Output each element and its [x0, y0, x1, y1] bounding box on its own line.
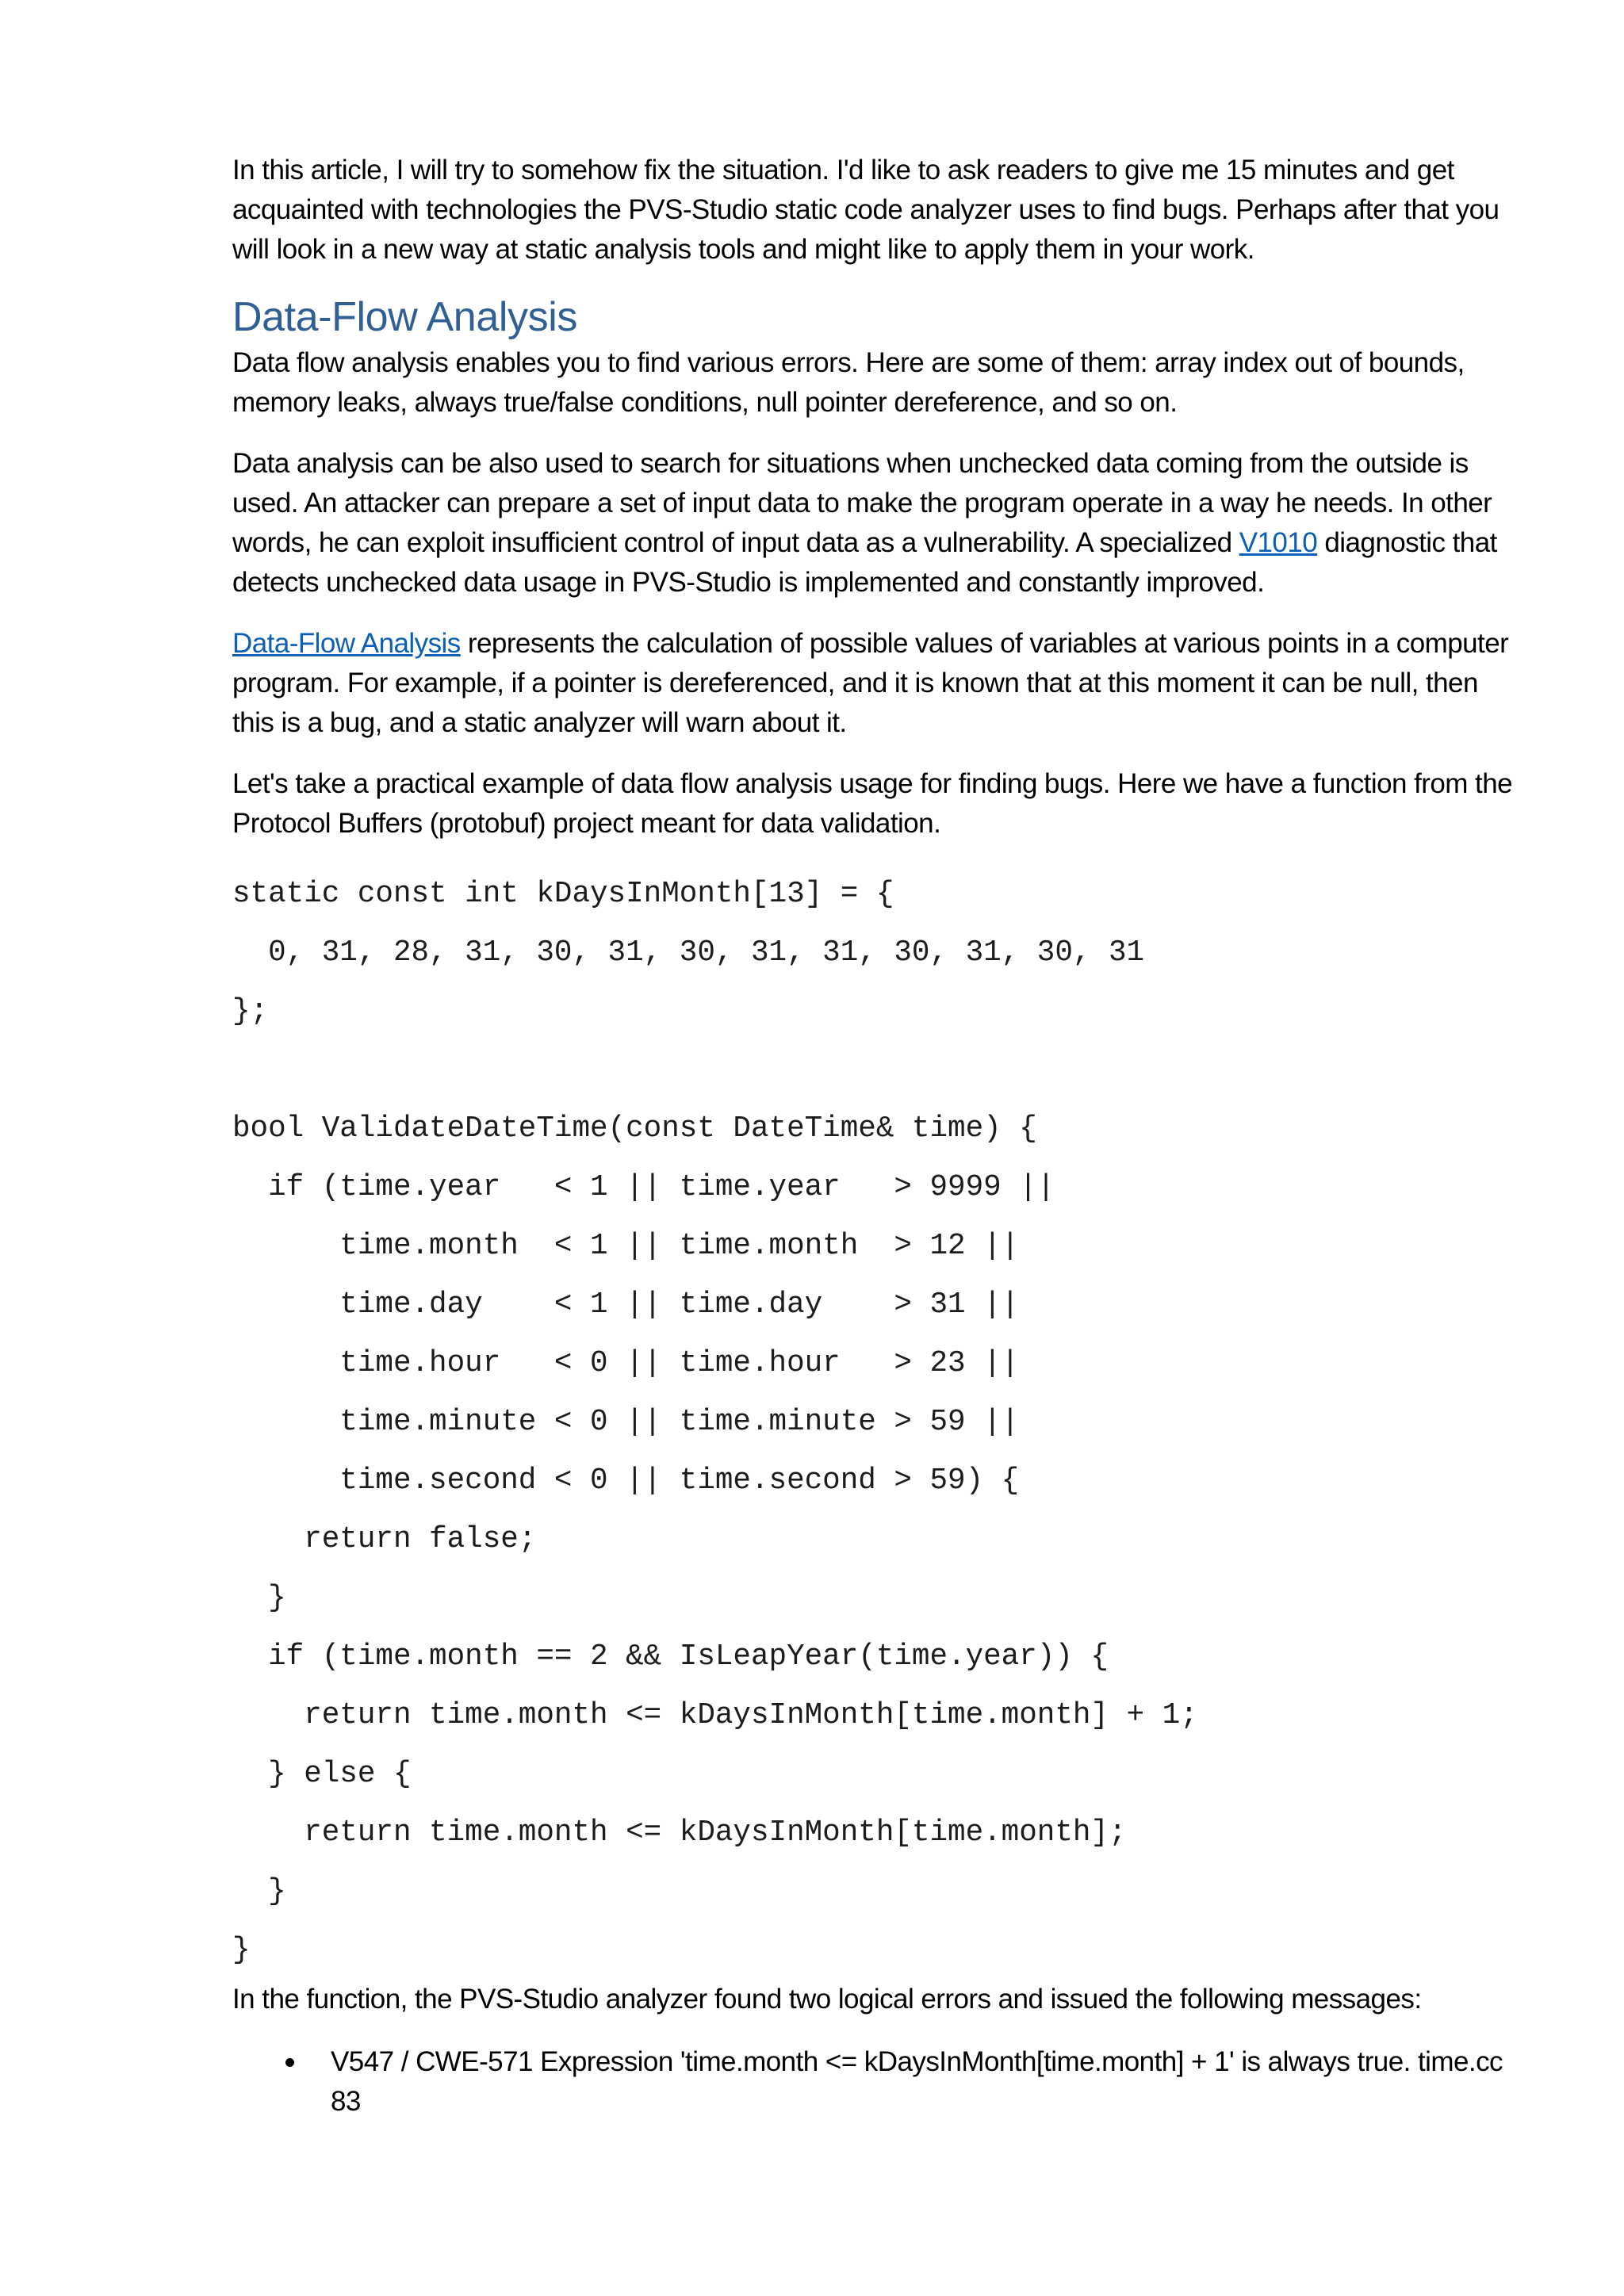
paragraph-dfa-definition — [232, 624, 1517, 743]
code-line: time.month < 1 || time.month > 12 || — [232, 1230, 1020, 1263]
paragraph-errors-overview: Data flow analysis enables you to find various errors. Here are some of them: array index out of bounds, memory leaks, always true/false conditions, null pointer dereference, and so on. — [232, 347, 1465, 418]
code-line: return time.month <= kDaysInMonth[time.month] + 1; — [232, 1699, 1198, 1732]
code-line: return time.month <= kDaysInMonth[time.month]; — [232, 1816, 1127, 1850]
data-flow-analysis-link[interactable]: Data-Flow Analysis — [232, 628, 461, 659]
bullet-icon — [285, 2058, 294, 2067]
code-line: return false; — [232, 1523, 537, 1556]
code-line: static const int kDaysInMonth[13] = { — [232, 878, 894, 911]
paragraph-text: diagnostic that detects unchecked data usage in PVS-Studio is implemented and constantly improved. — [232, 527, 1497, 598]
v1010-link[interactable]: V1010 — [1239, 527, 1318, 558]
paragraph-text: Data analysis can be also used to search for situations when unchecked data coming from the outside is used. An attacker can prepare a set of input data to make the program operate in a way he needs. In other words, he can exploit insufficient control of input data as a vulnerability. A specialized — [232, 448, 1492, 558]
analyzer-messages-list — [232, 2042, 1517, 2122]
code-line: if (time.month == 2 && IsLeapYear(time.year)) { — [232, 1640, 1109, 1674]
message-text: V547 / CWE-571 Expression 'time.month <= kDaysInMonth[time.month] + 1' is always true. time.cc 83 — [331, 2046, 1503, 2117]
code-block — [232, 865, 1517, 1980]
paragraph-text: represents the calculation of possible values of variables at various points in a computer program. For example, if a pointer is dereferenced, and it is known that at this moment it can be null, then this is a bug, and a static analyzer will warn about it. — [232, 628, 1509, 738]
code-line: }; — [232, 995, 269, 1028]
list-item — [232, 2042, 1517, 2122]
code-line: time.day < 1 || time.day > 31 || — [232, 1288, 1020, 1322]
code-line: } — [232, 1582, 286, 1615]
code-line: } — [232, 1875, 286, 1908]
section-heading: Data-Flow Analysis — [232, 294, 577, 340]
article-content — [232, 151, 1517, 2122]
code-line: } else { — [232, 1758, 412, 1791]
code-line: time.hour < 0 || time.hour > 23 || — [232, 1347, 1020, 1380]
code-line: if (time.year < 1 || time.year > 9999 || — [232, 1171, 1055, 1204]
code-line — [232, 1041, 1517, 1100]
paragraph-analyzer-findings: In the function, the PVS-Studio analyzer found two logical errors and issued the following messages: — [232, 1984, 1422, 2015]
code-line: time.minute < 0 || time.minute > 59 || — [232, 1406, 1020, 1439]
code-line: bool ValidateDateTime(const DateTime& time) { — [232, 1112, 1037, 1146]
code-line: time.second < 0 || time.second > 59) { — [232, 1464, 1020, 1498]
paragraph-unchecked-data — [232, 444, 1517, 603]
code-line: 0, 31, 28, 31, 30, 31, 30, 31, 31, 30, 31, 30, 31 — [232, 936, 1145, 970]
paragraph-practical-example: Let's take a practical example of data flow analysis usage for finding bugs. Here we have a function from the Protocol Buffers (protobuf) project meant for data validation. — [232, 768, 1513, 839]
code-line: } — [232, 1934, 251, 1967]
intro-paragraph: In this article, I will try to somehow fix the situation. I'd like to ask readers to give me 15 minutes and get acquainted with technologies the PVS-Studio static code analyzer uses to find bugs. Perhaps after that you will look in a new way at static analysis tools and might like to apply them in your work. — [232, 155, 1500, 265]
